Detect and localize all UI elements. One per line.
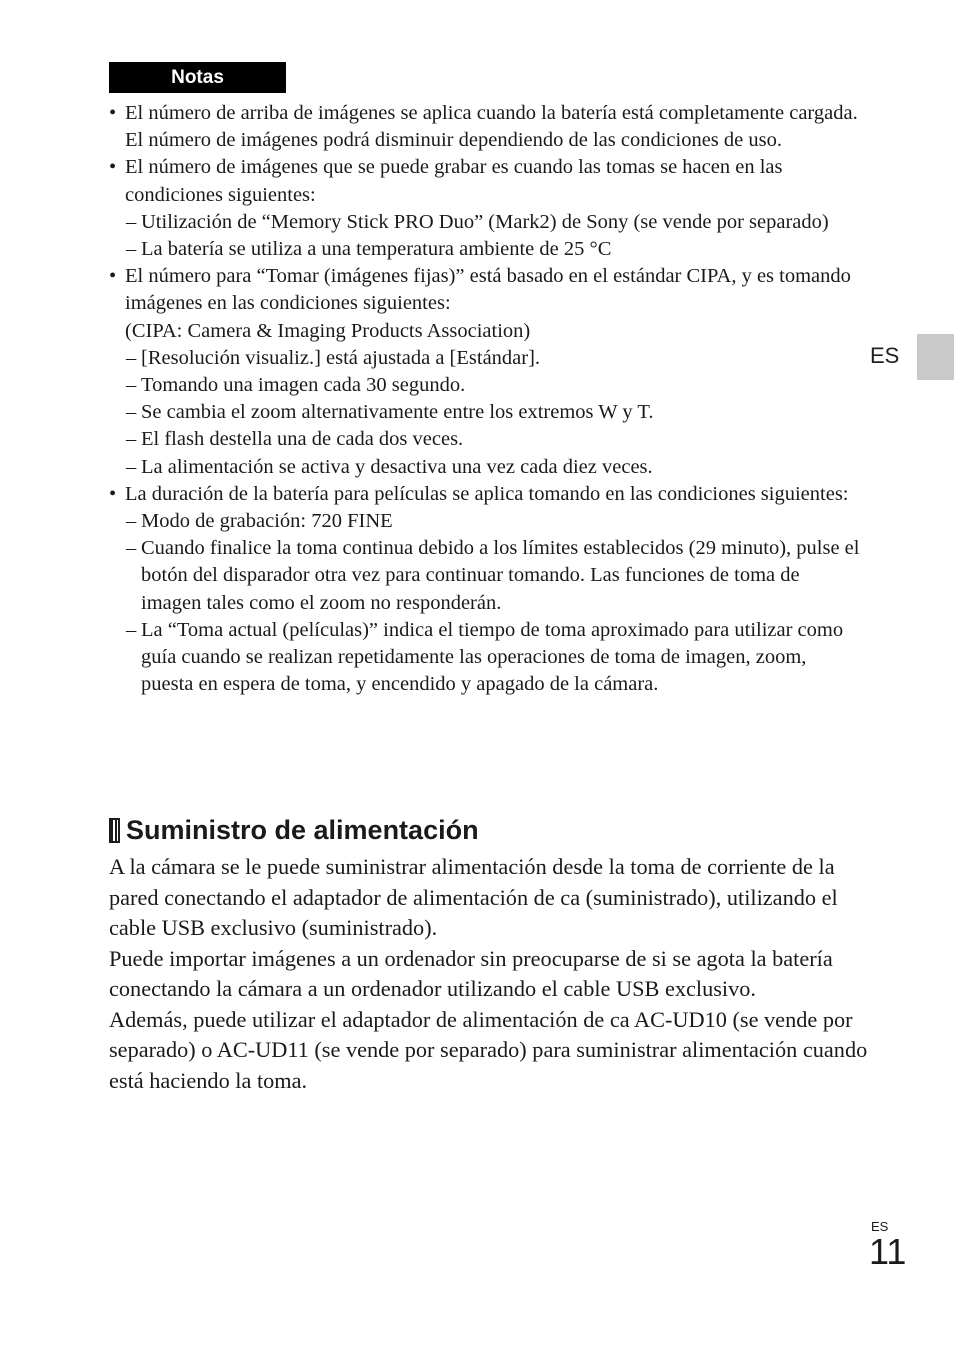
page-language-code: ES xyxy=(871,1219,889,1234)
dash-icon: – xyxy=(126,238,137,261)
note-text: La duración de la batería para películas se aplica tomando en las condiciones siguientes: xyxy=(125,482,849,505)
sub-item-text: [Resolución visualiz.] está ajustada a [Estándar]. xyxy=(141,346,541,369)
body-paragraph: Puede importar imágenes a un ordenador sin preocuparse de si se agota la batería conectando la cámara a un ordenador utilizando el cable USB exclusivo. xyxy=(109,945,833,1001)
sub-item xyxy=(109,426,861,453)
sub-item xyxy=(109,508,861,535)
section-title: Suministro de alimentación xyxy=(126,815,479,845)
notes-label: Notas xyxy=(109,62,286,93)
bullet-icon: • xyxy=(109,265,117,288)
section-marker-icon xyxy=(109,818,120,843)
dash-icon: – xyxy=(126,455,137,478)
dash-icon: – xyxy=(126,510,137,533)
note-extra-text: (CIPA: Camera & Imaging Products Association) xyxy=(125,319,531,342)
dash-icon: – xyxy=(126,374,137,397)
dash-icon: – xyxy=(126,618,137,641)
sub-item-text: Tomando una imagen cada 30 segundo. xyxy=(141,374,466,397)
body-paragraph: Además, puede utilizar el adaptador de alimentación de ca AC-UD10 (se vende por separado) o AC-UD11 (se vende por separado) para suministrar alimentación cuando está haciendo la toma. xyxy=(109,1006,868,1093)
bullet-icon: • xyxy=(109,482,117,505)
note-text: El número de arriba de imágenes se aplica cuando la batería está completamente cargada. El número de imágenes podrá disminuir dependiendo de las condiciones de uso. xyxy=(125,102,858,152)
note-text: El número de imágenes que se puede grabar es cuando las tomas se hacen en las condiciones siguientes: xyxy=(125,156,783,206)
section-heading xyxy=(109,813,479,847)
bullet-icon: • xyxy=(109,102,117,124)
sub-item-text: Utilización de “Memory Stick PRO Duo” (Mark2) de Sony (se vende por separado) xyxy=(141,210,829,233)
language-tab-label: ES xyxy=(870,343,900,368)
sub-item xyxy=(109,209,861,236)
dash-icon: – xyxy=(126,210,137,233)
sub-item xyxy=(109,617,861,699)
sub-item xyxy=(109,399,861,426)
bullet-icon: • xyxy=(109,156,117,179)
sub-item xyxy=(109,345,861,372)
sub-item-text: La “Toma actual (películas)” indica el tiempo de toma aproximado para utilizar como guía cuando se realizan repetidamente las operaciones de toma de imagen, zoom, puesta en espera de toma, y encendido y apagado de la cámara. xyxy=(141,618,844,696)
sub-item-text: Se cambia el zoom alternativamente entre los extremos W y T. xyxy=(141,401,654,424)
sub-item-text: La batería se utiliza a una temperatura ambiente de 25 °C xyxy=(141,238,612,261)
sub-item xyxy=(109,372,861,399)
sub-item xyxy=(109,236,861,263)
section-body xyxy=(109,852,869,1096)
dash-icon: – xyxy=(126,537,137,560)
dash-icon: – xyxy=(126,401,137,424)
sub-item xyxy=(109,535,861,617)
note-item xyxy=(109,154,861,208)
sub-item-text: Modo de grabación: 720 FINE xyxy=(141,510,393,533)
sub-item-text: La alimentación se activa y desactiva una vez cada diez veces. xyxy=(141,455,653,478)
dash-icon: – xyxy=(126,428,137,451)
note-item xyxy=(109,263,861,345)
dash-icon: – xyxy=(126,346,137,369)
sub-item-text: Cuando finalice la toma continua debido a los límites establecidos (29 minuto), pulse el botón del disparador otra vez para continuar tomando. Las funciones de toma de imagen tales como el zoom no responderán. xyxy=(141,537,860,614)
sub-item xyxy=(109,454,861,481)
note-item xyxy=(109,100,861,154)
note-text: El número para “Tomar (imágenes fijas)” está basado en el estándar CIPA, y es tomando imágenes en las condiciones siguientes: xyxy=(125,265,851,315)
note-item xyxy=(109,481,861,508)
page-number: 11 xyxy=(869,1231,907,1272)
body-paragraph: A la cámara se le puede suministrar alimentación desde la toma de corriente de la pared conectando el adaptador de alimentación de ca (suministrado), utilizando el cable USB exclusivo (suministrado). xyxy=(109,854,838,940)
notes-list xyxy=(109,100,861,698)
language-tab-marker xyxy=(917,334,954,380)
sub-item-text: El flash destella una de cada dos veces. xyxy=(141,428,464,451)
